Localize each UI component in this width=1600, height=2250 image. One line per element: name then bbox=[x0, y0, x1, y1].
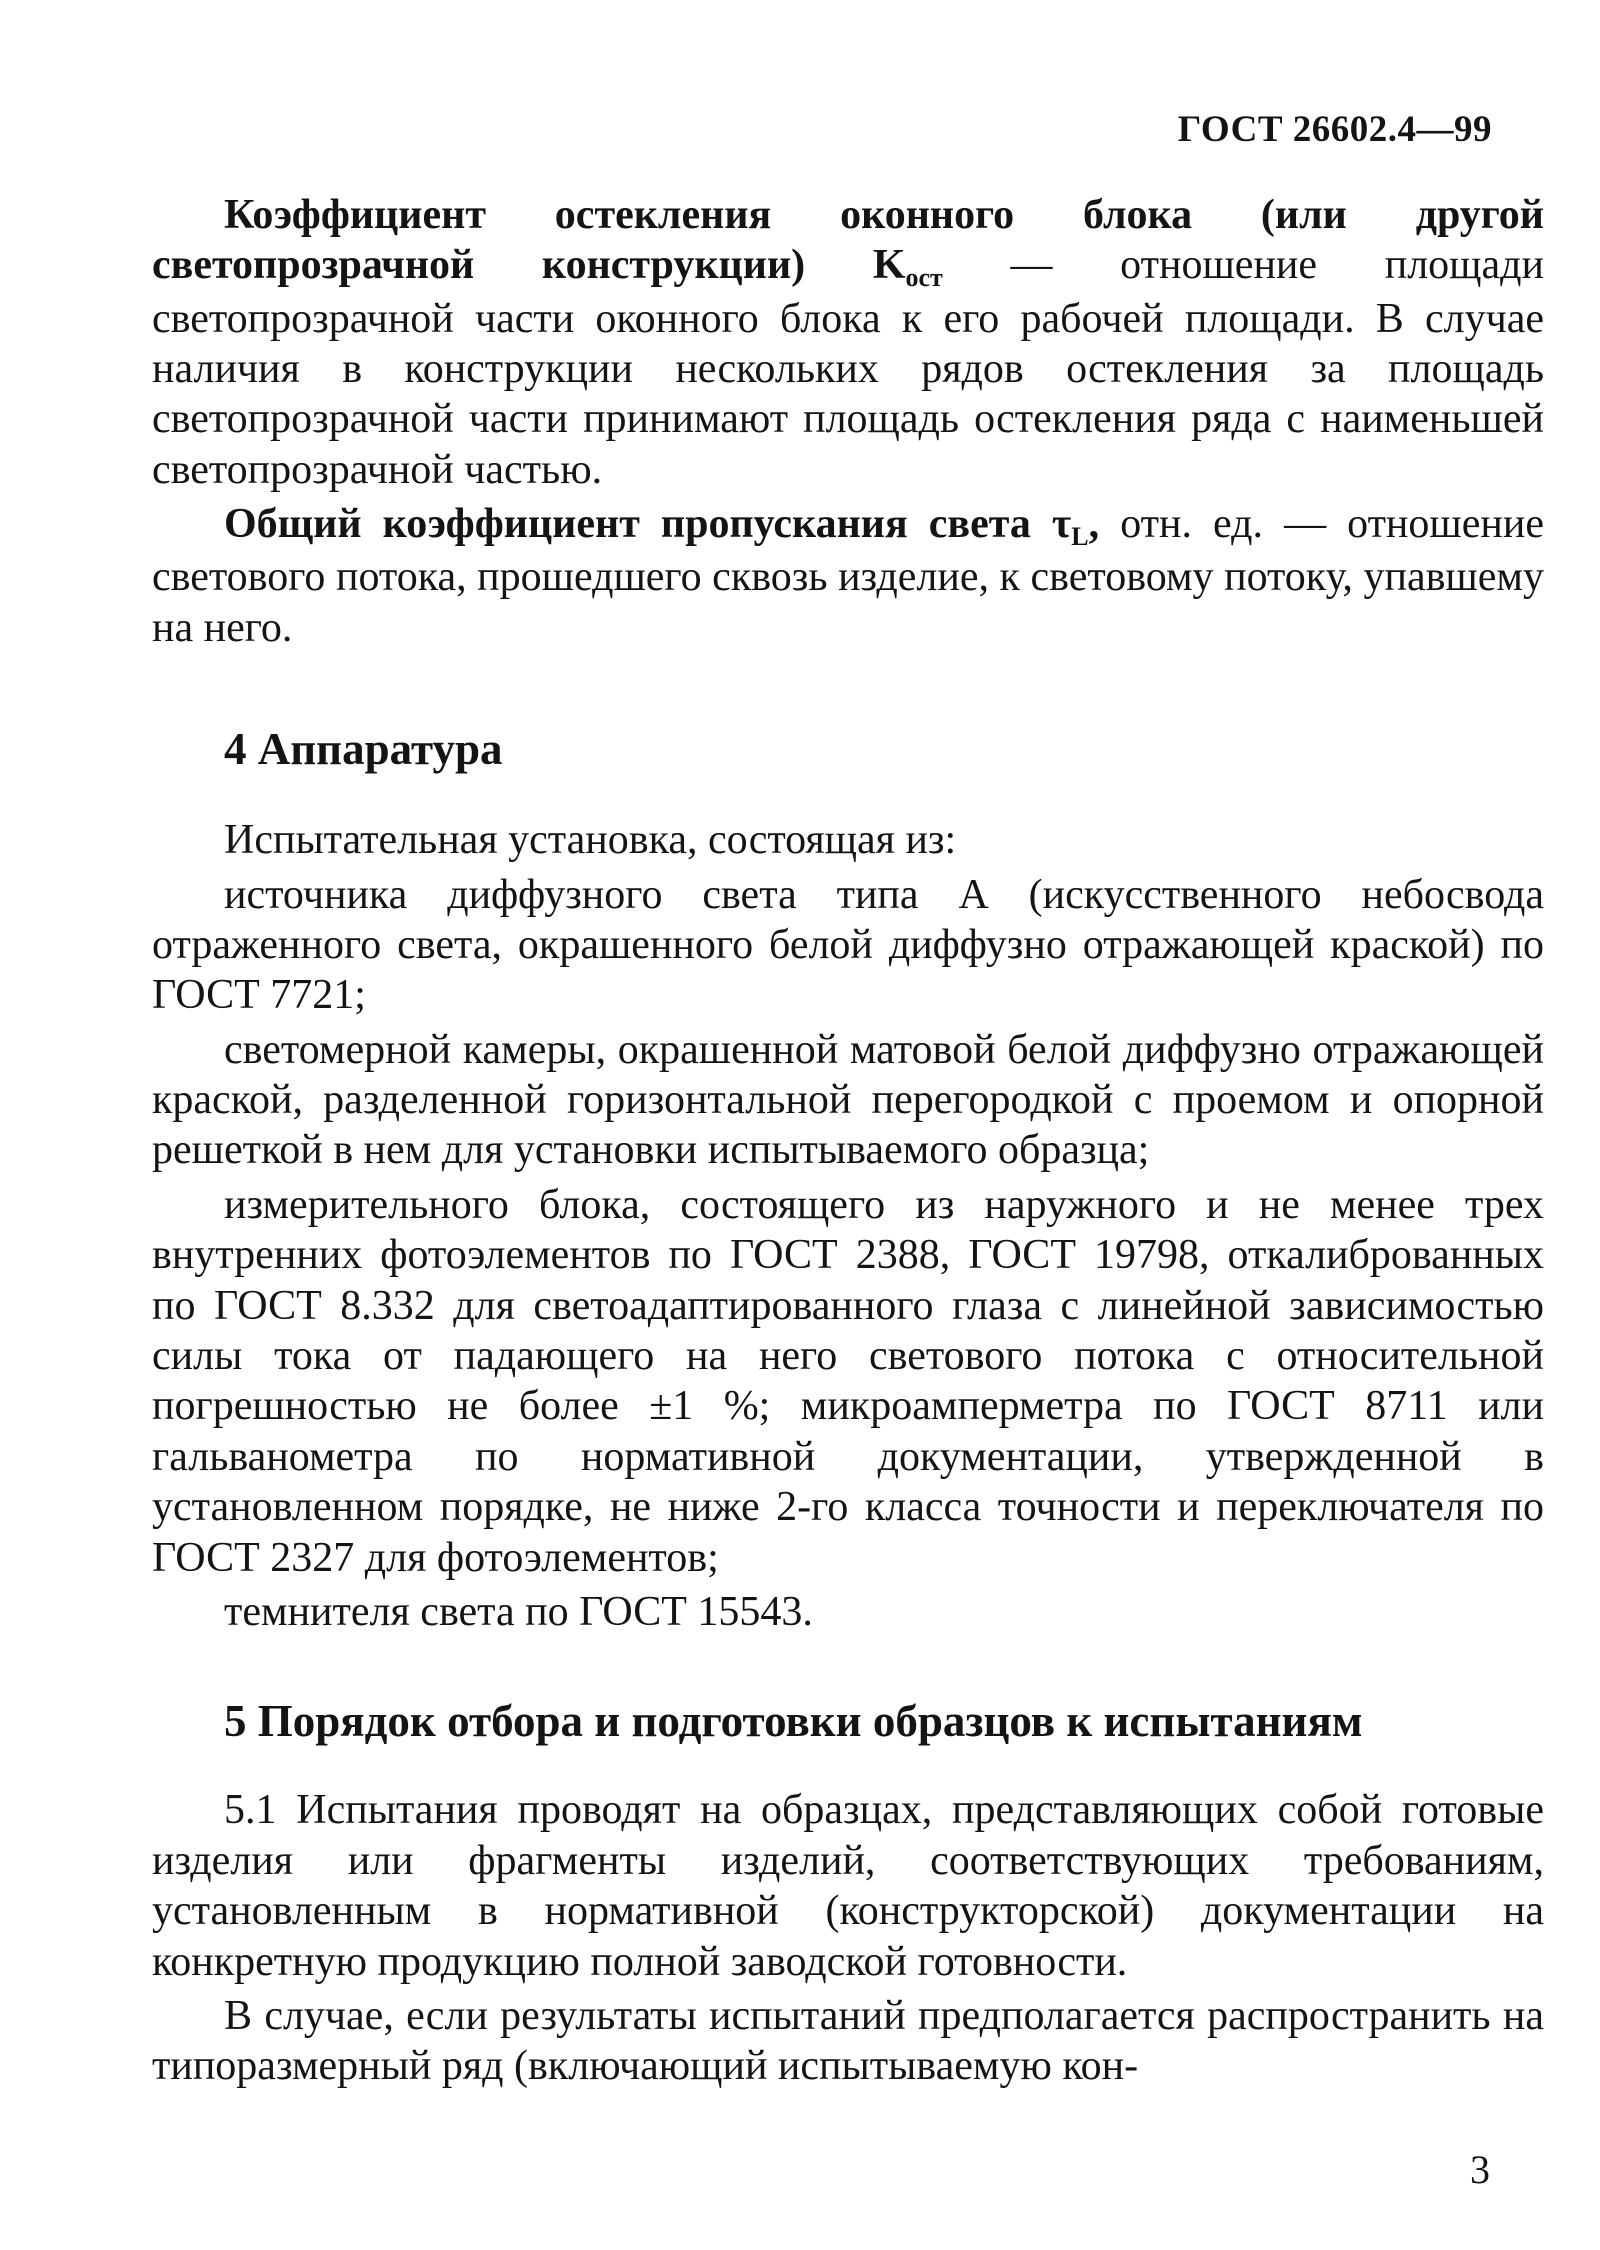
paragraph: 5.1 Испытания проводят на образцах, представляющих собой готовые изделия или фрагменты изделий, соответствующих требованиям, установленным в нормативной (конструкторской) документации на конкретную продукцию полной заводской готовности. bbox=[152, 1787, 1544, 1985]
paragraph: измерительного блока, состоящего из наружного и не менее трех внутренних фотоэлементов по ГОСТ 2388, ГОСТ 19798, откалиброванных по ГОСТ 8.332 для светоадаптированного глаза с линейной зависимостью силы тока от падающего на него светового потока с относительной погрешностью не более ±1 %; микроамперметра по ГОСТ 8711 или гальванометра по нормативной документации, утвержденной в установленном порядке, не ниже 2-го класса точности и переключателя по ГОСТ 2327 для фотоэлементов; bbox=[152, 1181, 1544, 1581]
paragraph: Испытательная установка, состоящая из: bbox=[224, 817, 957, 864]
paragraph: темнителя света по ГОСТ 15543. bbox=[224, 1588, 813, 1635]
term-subscript: L bbox=[1071, 522, 1089, 552]
definition-light-transmission bbox=[152, 499, 1544, 653]
definition-text: — отношение площади светопрозрачной части оконного блока к его рабочей площади. В случае наличия в конструкции нескольких рядов остекления за площадь светопрозрачной части принимают площадь остекления ряда с наименьшей светопрозрачной частью. bbox=[152, 242, 1544, 493]
section-heading-sampling: 5 Порядок отбора и подготовки образцов к испытаниям bbox=[224, 1696, 1363, 1747]
definition-text: отн. ед. — отношение светового потока, прошедшего сквозь изделие, к световому потоку, упавшему на него. bbox=[152, 501, 1544, 651]
standard-header: ГОСТ 26602.4—99 bbox=[1177, 109, 1492, 150]
page-number: 3 bbox=[1470, 2147, 1490, 2192]
section-heading-apparatus: 4 Аппаратура bbox=[224, 724, 503, 775]
paragraph: светомерной камеры, окрашенной матовой белой диффузно отражающей краской, разделенной горизонтальной перегородкой с проемом и опорной решеткой в нем для установки испытываемого образца; bbox=[152, 1026, 1544, 1174]
paragraph: В случае, если результаты испытаний предполагается распространить на типоразмерный ряд (включающий испытываемую кон- bbox=[152, 1992, 1544, 2090]
page-content bbox=[152, 190, 1544, 2092]
term-glazing-coefficient: Коэффициент остекления оконного блока (или другой светопрозрачной конструкции) $K_{ост}$ bbox=[152, 192, 1544, 293]
term-subscript: ост bbox=[905, 263, 943, 293]
paragraph: источника диффузного света типа А (искусственного небосвода отраженного света, окрашенного белой диффузно отражающей краской) по ГОСТ 7721; bbox=[152, 871, 1544, 1019]
term-light-transmission: Общий коэффициент пропускания света $\tau_L$, bbox=[224, 501, 1100, 552]
definition-glazing-coefficient bbox=[152, 190, 1544, 495]
